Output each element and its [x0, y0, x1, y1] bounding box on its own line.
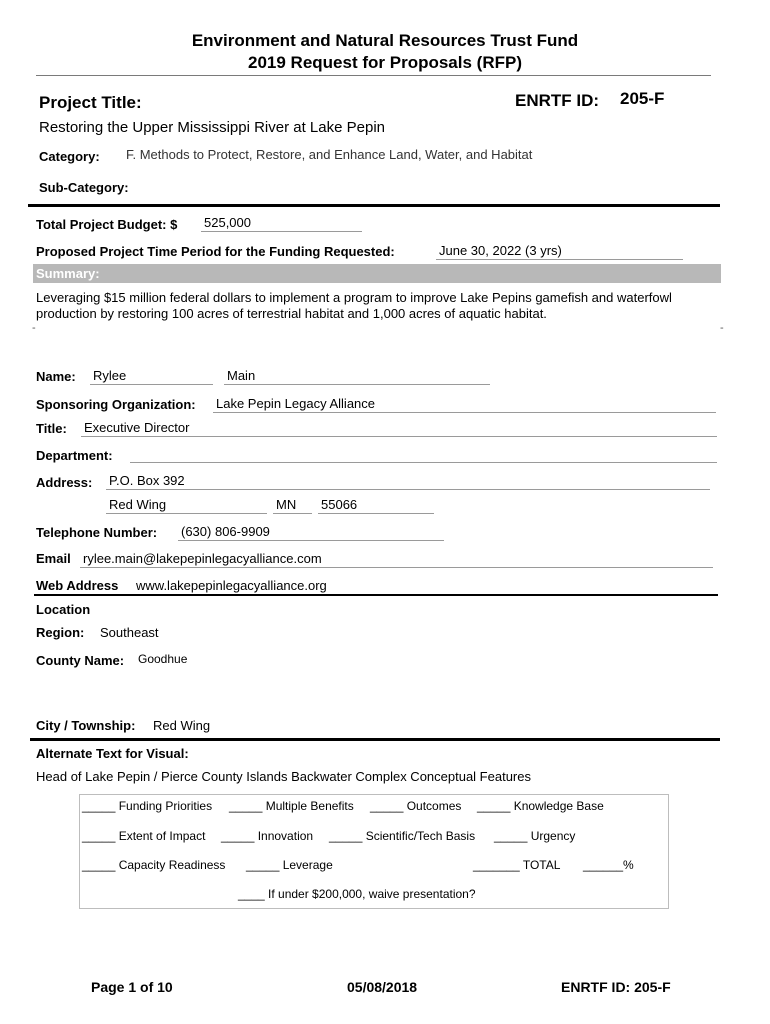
city-township-value: Red Wing — [153, 718, 211, 733]
state-field[interactable]: MN — [273, 497, 312, 514]
project-title-value: Restoring the Upper Mississippi River at Lake Pepin — [39, 119, 385, 136]
criteria-funding-priorities: _____ Funding Priorities — [82, 799, 213, 813]
enrtf-id-value: 205-F — [620, 89, 665, 108]
category-value: F. Methods to Protect, Restore, and Enhance Land, Water, and Habitat — [126, 147, 533, 162]
address-label: Address: — [36, 475, 93, 490]
budget-label: Total Project Budget: $ — [36, 217, 178, 232]
budget-field[interactable]: 525,000 — [201, 215, 362, 232]
region-label: Region: — [36, 625, 85, 640]
region-value: Southeast — [100, 625, 159, 640]
summary-dash-right: - — [720, 322, 724, 334]
zip-field[interactable]: 55066 — [318, 497, 434, 514]
criteria-waive-presentation: ____ If under $200,000, waive presentation? — [238, 887, 476, 901]
enrtf-id-label: ENRTF ID: — [515, 91, 600, 110]
summary-label: Summary: — [33, 264, 721, 283]
web-address-label: Web Address — [36, 578, 119, 593]
web-divider — [34, 594, 718, 596]
criteria-multiple-benefits: _____ Multiple Benefits — [229, 799, 354, 813]
footer-enrtf-id: ENRTF ID: 205-F — [561, 979, 671, 995]
sponsoring-org-field[interactable]: Lake Pepin Legacy Alliance — [213, 396, 716, 413]
criteria-innovation: _____ Innovation — [221, 829, 314, 843]
criteria-extent-of-impact: _____ Extent of Impact — [82, 829, 206, 843]
department-field[interactable] — [130, 446, 717, 463]
county-value: Goodhue — [138, 652, 188, 666]
email-label: Email — [36, 551, 71, 566]
alt-text-value: Head of Lake Pepin / Pierce County Islands Backwater Complex Conceptual Features — [36, 769, 531, 784]
time-period-label: Proposed Project Time Period for the Funding Requested: — [36, 244, 395, 259]
email-field[interactable]: rylee.main@lakepepinlegacyalliance.com — [80, 551, 713, 568]
criteria-total: _______ TOTAL — [473, 858, 561, 872]
thick-divider-1 — [28, 204, 720, 207]
criteria-urgency: _____ Urgency — [494, 829, 576, 843]
category-label: Category: — [39, 149, 100, 164]
title-field[interactable]: Executive Director — [81, 420, 717, 437]
telephone-field[interactable]: (630) 806-9909 — [178, 524, 444, 541]
summary-line-1: Leveraging $15 million federal dollars to implement a program to improve Lake Pepins gamefish and waterfowl — [36, 290, 672, 305]
city-field[interactable]: Red Wing — [106, 497, 267, 514]
telephone-label: Telephone Number: — [36, 525, 158, 540]
document-subtitle: 2019 Request for Proposals (RFP) — [248, 53, 522, 72]
summary-line-2: production by restoring 100 acres of terrestrial habitat and 1,000 acres of aquatic habitat. — [36, 306, 547, 321]
department-label: Department: — [36, 448, 113, 463]
subcategory-label: Sub-Category: — [39, 180, 129, 195]
criteria-outcomes: _____ Outcomes — [370, 799, 462, 813]
last-name-field[interactable]: Main — [224, 368, 490, 385]
criteria-scientific-basis: _____ Scientific/Tech Basis — [329, 829, 476, 843]
footer-date: 05/08/2018 — [347, 979, 418, 995]
criteria-leverage: _____ Leverage — [246, 858, 333, 872]
document-title: Environment and Natural Resources Trust Fund — [191, 31, 579, 50]
header-divider — [36, 75, 711, 76]
alt-text-label: Alternate Text for Visual: — [36, 746, 189, 761]
location-heading: Location — [36, 602, 91, 617]
criteria-capacity-readiness: _____ Capacity Readiness — [82, 858, 226, 872]
first-name-field[interactable]: Rylee — [90, 368, 213, 385]
title-label: Title: — [36, 421, 67, 436]
county-label: County Name: — [36, 653, 125, 668]
address-line-1-field[interactable]: P.O. Box 392 — [106, 473, 710, 490]
sponsoring-org-label: Sponsoring Organization: — [36, 397, 196, 412]
criteria-percent: ______% — [583, 858, 634, 872]
name-label: Name: — [36, 369, 76, 384]
thick-divider-2 — [30, 738, 720, 741]
project-title-label: Project Title: — [39, 93, 142, 112]
criteria-knowledge-base: _____ Knowledge Base — [477, 799, 604, 813]
footer-page-number: Page 1 of 10 — [91, 979, 173, 995]
web-address-field[interactable]: www.lakepepinlegacyalliance.org — [133, 578, 710, 595]
summary-dash-left: - — [32, 322, 36, 334]
time-period-field[interactable]: June 30, 2022 (3 yrs) — [436, 243, 683, 260]
city-township-label: City / Township: — [36, 718, 136, 733]
